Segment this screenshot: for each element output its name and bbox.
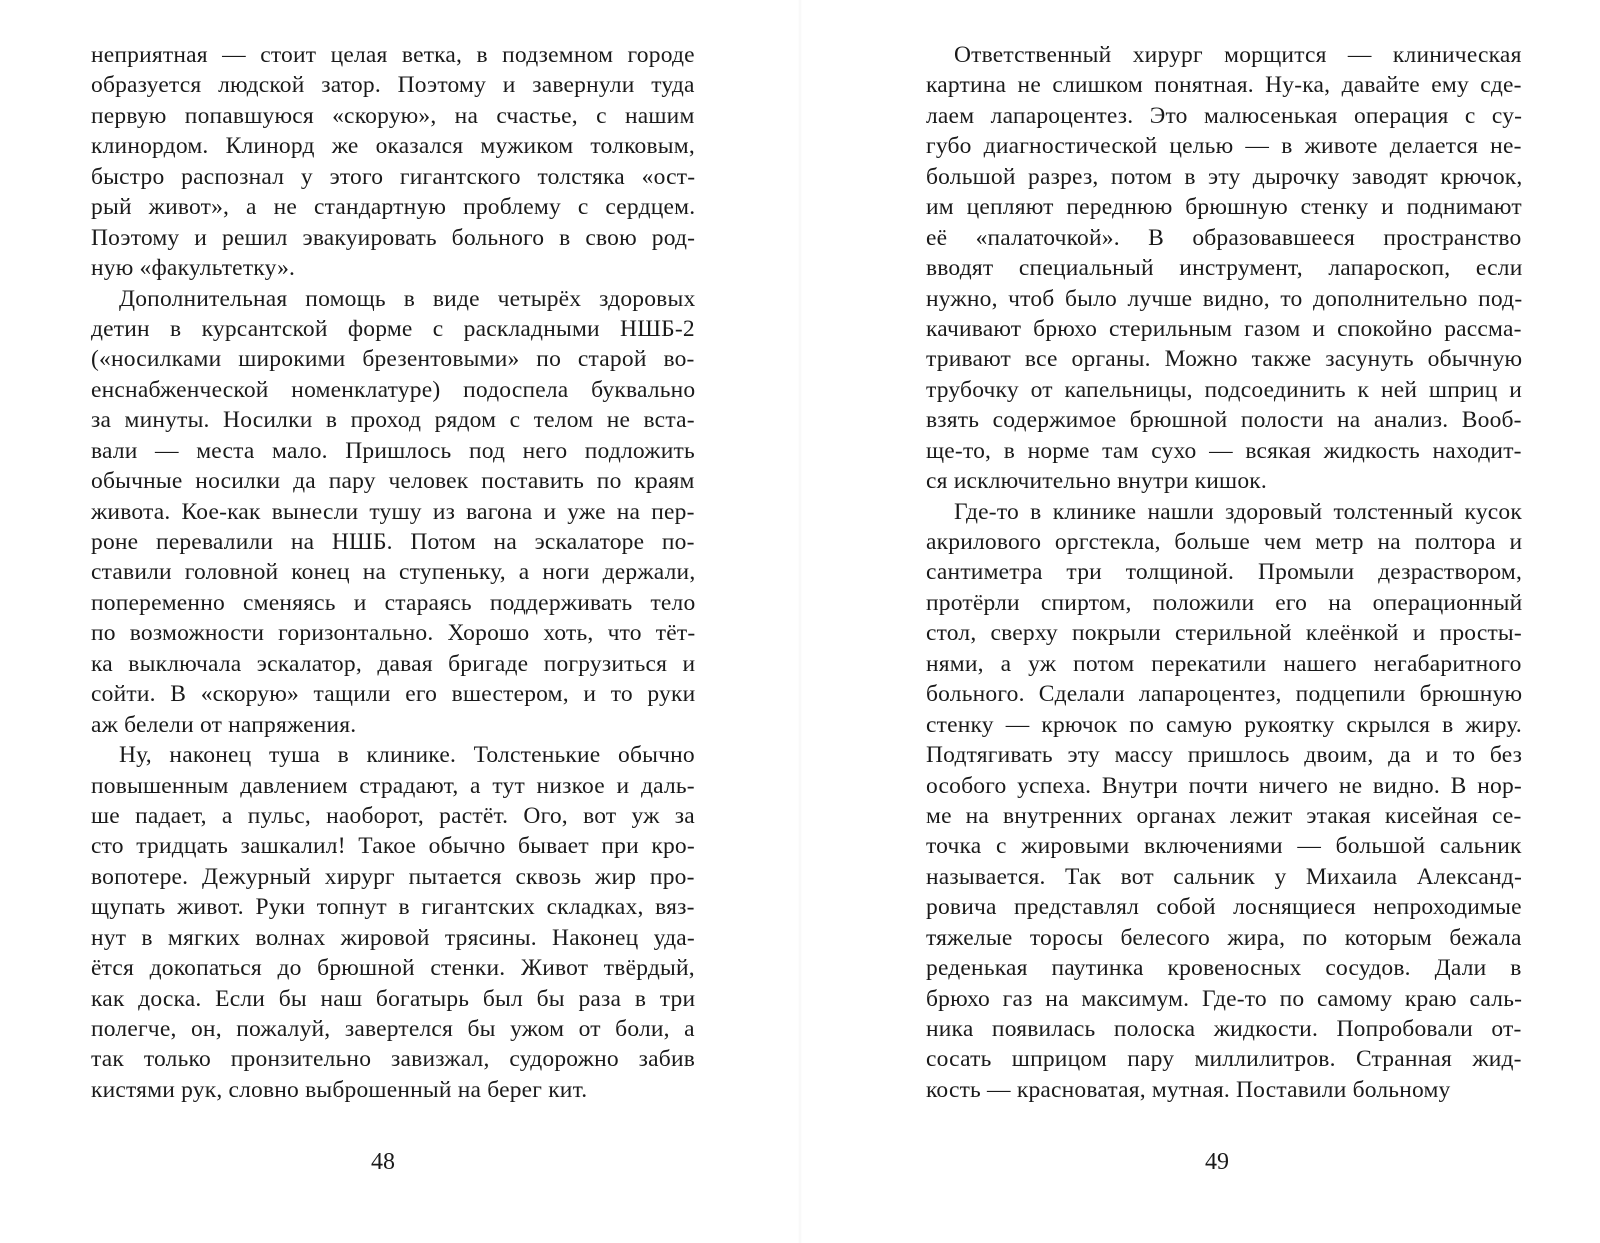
text-line: картина не слишком понятная. Ну-ка, давайте ему сде- xyxy=(926,72,1522,99)
text-line: Подтягивать эту массу пришлось двоим, да и то без xyxy=(926,742,1523,769)
text-line: как доска. Если бы наш богатырь был бы раза в три xyxy=(91,985,696,1012)
text-line: ётся докопаться до брюшной стенки. Живот твёрдый, xyxy=(91,955,695,982)
text-line: больного. Сделали лапароцентез, подцепили брюшную xyxy=(926,681,1523,708)
text-line: вали — места мало. Пришлось под него подложить xyxy=(91,437,695,464)
paragraph-start-line: Где-то в клинике нашли здоровый толстенный кусок xyxy=(954,498,1522,525)
text-line: трубочку от капельницы, подсоединить к ней шприц и xyxy=(926,376,1523,403)
text-line: живота. Кое-как вынесли тушу из вагона и уже на пер- xyxy=(91,498,695,525)
text-line: Поэтому и решил эвакуировать больного в свою род- xyxy=(91,224,696,251)
paragraph-start-line: Ну, наконец туша в клинике. Толстенькие обычно xyxy=(119,742,695,769)
text-line: роне перевалили на НШБ. Потом на эскалаторе по- xyxy=(91,529,695,555)
text-line: кость — красноватая, мутная. Поставили больному xyxy=(926,1076,1451,1103)
text-line: ставили головной конец на ступеньку, а ноги держали, xyxy=(91,559,696,586)
text-line: за минуты. Носилки в проход рядом с телом не вста- xyxy=(91,407,695,434)
text-line: первую попавшуюся «скорую», на счастье, с нашим xyxy=(91,102,695,129)
text-line: полегче, он, пожалуй, завертелся бы ужом от боли, а xyxy=(91,1016,695,1042)
text-line: ровича представлял собой лоснящиеся непроходимые xyxy=(926,894,1522,921)
text-line: лаем лапароцентез. Это малюсенькая операция с су- xyxy=(926,102,1523,129)
text-line: ника появилась полоска жидкости. Попробовали от- xyxy=(926,1016,1522,1042)
text-line: повышенным давлением страдают, а тут низкое и даль- xyxy=(91,772,695,799)
text-line: клинордом. Клинорд же оказался мужиком толковым, xyxy=(91,133,695,160)
right-page-text xyxy=(926,40,1522,1105)
text-line: рый живот», а не стандартную проблему с сердцем. xyxy=(91,194,696,221)
text-line: быстро распознал у этого гигантского толстяка «ост- xyxy=(91,163,696,190)
text-line: нями, а уж потом перекатили нашего негабаритного xyxy=(926,650,1522,677)
book-gutter xyxy=(798,0,802,1243)
text-line: стол, сверху покрыли стерильной клеёнкой и просты- xyxy=(926,620,1522,647)
text-line: тяжелые торосы белесого жира, по которым бежала xyxy=(926,924,1522,951)
text-line: ка выключала эскалатор, давая бригаде погрузиться и xyxy=(91,650,696,677)
text-line: кистями рук, словно выброшенный на берег кит. xyxy=(91,1076,588,1103)
text-line: ще-то, в норме там сухо — всякая жидкость находит- xyxy=(926,437,1522,464)
text-line: сто тридцать зашкалил! Такое обычно бывает при кро- xyxy=(91,833,695,860)
left-page-text xyxy=(91,40,695,1105)
text-line: по возможности горизонтально. Хорошо хоть, что тёт- xyxy=(91,620,696,647)
text-line: так только пронзительно завизжал, судорожно забив xyxy=(91,1046,696,1073)
text-line: аж белели от напряжения. xyxy=(91,711,357,738)
text-line: её «палаточкой». В образовавшееся пространство xyxy=(926,224,1522,251)
text-line: попеременно сменяясь и стараясь поддерживать тело xyxy=(91,589,696,616)
text-line: сантиметра три толщиной. Промыли дезраствором, xyxy=(926,559,1523,586)
text-line: тривают все органы. Можно также засунуть обычную xyxy=(926,346,1523,373)
text-line: детин в курсантской форме с раскладными НШБ-2 xyxy=(91,315,695,342)
text-line: нужно, чтоб было лучше видно, то дополнительно под- xyxy=(926,285,1523,312)
text-line: особого успеха. Внутри почти ничего не видно. В нор- xyxy=(926,772,1522,799)
text-line: реденькая паутинка кровеносных сосудов. Дали в xyxy=(926,955,1522,982)
text-line: стенку — крючок по самую рукоятку скрылся в жиру. xyxy=(926,711,1522,738)
text-line: сосать шприцом пару миллилитров. Странная жид- xyxy=(926,1046,1522,1073)
text-line: губо диагностической целью — в животе делается не- xyxy=(926,133,1522,160)
text-line: большой разрез, потом в эту дырочку заводят крючок, xyxy=(926,163,1523,190)
text-line: обычные носилки да пару человек поставить по краям xyxy=(91,468,695,495)
text-line: ную «факультетку». xyxy=(91,255,296,282)
text-line: акрилового оргстекла, больше чем метр на полтора и xyxy=(926,529,1523,555)
text-line: точка с жировыми включениями — большой сальник xyxy=(926,833,1522,860)
paragraph-start-line: Ответственный хирург морщится — клиническая xyxy=(954,42,1522,68)
text-line: образуется людской затор. Поэтому и завернули туда xyxy=(91,72,695,99)
page-number-right: 49 xyxy=(1205,1149,1229,1175)
text-line: енснабженческой номенклатуре) подоспела буквально xyxy=(91,376,696,403)
text-line: неприятная — стоит целая ветка, в подземном городе xyxy=(91,42,695,68)
text-line: ме на внутренних органах лежит этакая кисейная се- xyxy=(926,802,1522,829)
text-line: вводят специальный инструмент, лапароскоп, если xyxy=(926,255,1523,282)
page-number-left: 48 xyxy=(371,1149,395,1175)
text-line: вопотере. Дежурный хирург пытается сквозь жир про- xyxy=(91,863,695,890)
text-line: брюхо газ на максимум. Где-то по самому краю саль- xyxy=(926,985,1523,1012)
text-line: нут в мягких волнах жировой трясины. Наконец уда- xyxy=(91,924,695,951)
text-line: щупать живот. Руки топнут в гигантских складках, вяз- xyxy=(91,894,695,921)
text-line: сойти. В «скорую» тащили его вшестером, и то руки xyxy=(91,681,696,708)
text-line: качивают брюхо стерильным газом и спокойно рассма- xyxy=(926,315,1522,342)
text-line: протёрли спиртом, положили его на операционный xyxy=(926,589,1523,616)
text-line: им цепляют переднюю брюшную стенку и поднимают xyxy=(926,194,1522,221)
text-line: («носилками широкими брезентовыми» по старой во- xyxy=(91,346,695,373)
text-line: ше падает, а пульс, наоборот, растёт. Ого, вот уж за xyxy=(91,802,695,829)
paragraph-start-line: Дополнительная помощь в виде четырёх здоровых xyxy=(119,285,696,312)
text-line: называется. Так вот сальник у Михаила Александ- xyxy=(926,863,1522,890)
text-line: ся исключительно внутри кишок. xyxy=(926,468,1267,495)
text-line: взять содержимое брюшной полости на анализ. Вооб- xyxy=(926,407,1522,434)
